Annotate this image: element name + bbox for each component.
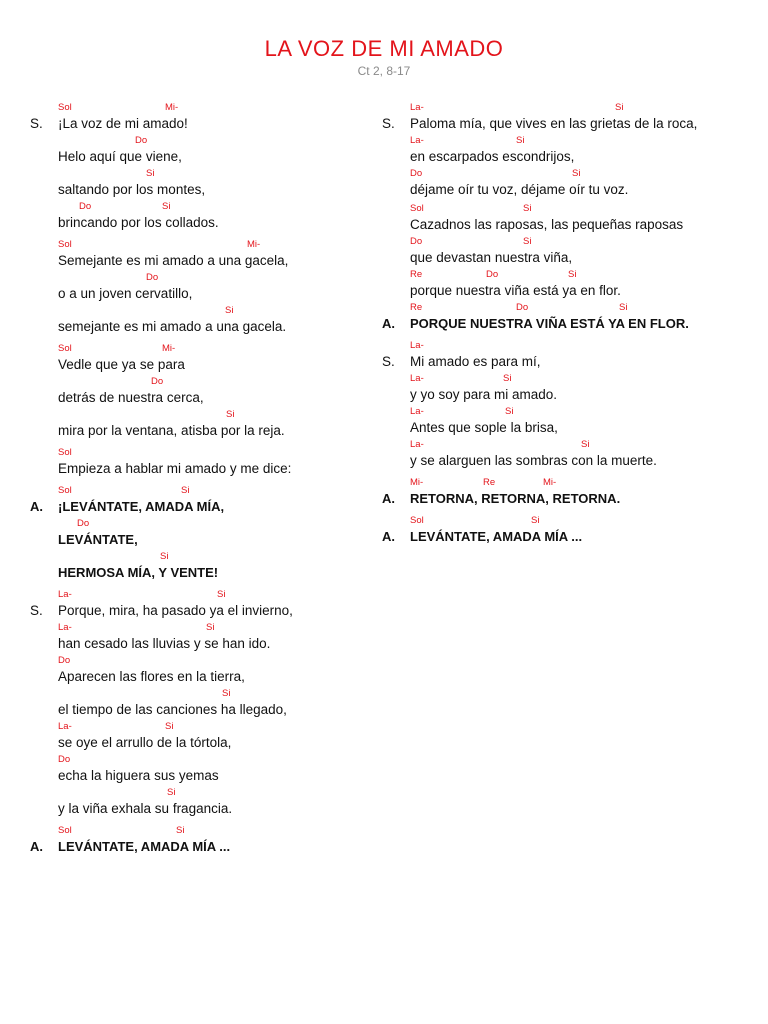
verse-line	[30, 343, 360, 374]
chord-row	[382, 135, 752, 148]
lyric-text: saltando por los montes,	[58, 182, 206, 197]
lyric-line	[30, 734, 360, 752]
lyric-text: se oye el arrullo de la tórtola,	[58, 735, 232, 750]
chord-row	[30, 787, 360, 800]
voice-marker: A.	[382, 529, 395, 544]
lyric-text: Paloma mía, que vives en las grietas de la roca,	[410, 116, 698, 131]
chord-label: Sol	[410, 203, 424, 214]
chord-row	[30, 409, 360, 422]
lyric-line	[382, 419, 752, 437]
lyric-text: LEVÁNTATE, AMADA MÍA ...	[58, 839, 231, 854]
chord-row	[30, 551, 360, 564]
lyric-line	[30, 285, 360, 303]
chord-row	[382, 340, 752, 353]
chord-row	[30, 239, 360, 252]
lyric-text: Helo aquí que viene,	[58, 149, 182, 164]
chord-row	[30, 376, 360, 389]
lyric-line	[30, 701, 360, 719]
lyric-line	[382, 181, 752, 199]
chord-label: Si	[619, 302, 628, 313]
chord-label: La-	[410, 439, 424, 450]
lyric-text: Cazadnos las raposas, las pequeñas raposas	[410, 217, 684, 232]
lyric-text: PORQUE NUESTRA VIÑA ESTÁ YA EN FLOR.	[410, 316, 689, 331]
chord-label: Do	[58, 655, 71, 666]
verse-line	[382, 439, 752, 470]
chord-label: La-	[58, 589, 72, 600]
verse-line	[30, 135, 360, 166]
lyric-text: detrás de nuestra cerca,	[58, 390, 204, 405]
chord-label: Re	[483, 477, 496, 488]
chord-label: Si	[503, 373, 512, 384]
lyric-text: o a un joven cervatillo,	[58, 286, 193, 301]
lyric-line	[382, 386, 752, 404]
chord-label: Do	[516, 302, 529, 313]
voice-marker: A.	[382, 316, 395, 331]
chord-label: La-	[410, 135, 424, 146]
verse-line	[30, 518, 360, 549]
scripture-reference: Ct 2, 8-17	[357, 64, 411, 78]
chord-row	[382, 406, 752, 419]
lyric-line	[382, 353, 752, 371]
right-column	[382, 102, 752, 546]
chord-label: Mi-	[247, 239, 261, 250]
voice-marker: A.	[30, 839, 43, 854]
lyric-text: Semejante es mi amado a una gacela,	[58, 253, 289, 268]
left-column	[30, 102, 360, 856]
chord-label: Si	[523, 203, 532, 214]
verse-line	[382, 340, 752, 371]
chord-row	[382, 373, 752, 386]
lyric-text: el tiempo de las canciones ha llegado,	[58, 702, 287, 717]
verse-line	[382, 102, 752, 133]
lyric-text: LEVÁNTATE,	[58, 532, 138, 547]
lyric-line	[30, 318, 360, 336]
chord-label: La-	[58, 721, 72, 732]
chord-label: Si	[162, 201, 171, 212]
verse-line	[30, 622, 360, 653]
chord-label: Do	[58, 754, 71, 765]
lyric-line	[30, 635, 360, 653]
chord-label: Do	[135, 135, 148, 146]
lyric-text: brincando por los collados.	[58, 215, 219, 230]
chord-row	[30, 102, 360, 115]
lyric-text: y yo soy para mi amado.	[410, 387, 558, 402]
verse-line	[30, 825, 360, 856]
chord-row	[382, 269, 752, 282]
chord-label: Si	[523, 236, 532, 247]
voice-marker: S.	[30, 603, 43, 618]
chord-label: Do	[77, 518, 90, 529]
chord-label: Sol	[410, 515, 424, 526]
chord-label: Sol	[58, 447, 72, 458]
lyric-line	[382, 115, 752, 133]
chord-label: Si	[568, 269, 577, 280]
lyric-text: y la viña exhala su fragancia.	[58, 801, 233, 816]
lyric-line	[30, 252, 360, 270]
chord-label: Mi-	[410, 477, 424, 488]
chord-row	[30, 721, 360, 734]
lyric-text: han cesado las lluvias y se han ido.	[58, 636, 271, 651]
verse-line	[382, 135, 752, 166]
lyric-line	[382, 249, 752, 267]
verse-line	[30, 409, 360, 440]
lyric-text: Porque, mira, ha pasado ya el invierno,	[58, 603, 293, 618]
chord-label: La-	[410, 373, 424, 384]
chord-label: Si	[217, 589, 226, 600]
verse-line	[30, 787, 360, 818]
chord-row	[30, 447, 360, 460]
chord-label: Si	[505, 406, 514, 417]
lyric-line	[30, 148, 360, 166]
verse-line	[30, 272, 360, 303]
chord-label: Si	[206, 622, 215, 633]
chord-label: Do	[151, 376, 164, 387]
chord-row	[382, 236, 752, 249]
chord-row	[30, 272, 360, 285]
song-title: LA VOZ DE MI AMADO	[264, 36, 504, 61]
voice-marker: S.	[382, 116, 395, 131]
chord-label: Sol	[58, 485, 72, 496]
chord-label: Si	[572, 168, 581, 179]
lyric-line	[30, 214, 360, 232]
chord-label: Si	[516, 135, 525, 146]
chord-label: Do	[486, 269, 499, 280]
lyric-text: déjame oír tu voz, déjame oír tu voz.	[410, 182, 629, 197]
verse-line	[30, 589, 360, 620]
lyric-text: y se alarguen las sombras con la muerte.	[410, 453, 657, 468]
chorus-lyric	[30, 531, 360, 549]
chord-label: Si	[615, 102, 624, 113]
chord-label: La-	[410, 406, 424, 417]
chord-label: Mi-	[165, 102, 179, 113]
chord-row	[382, 477, 752, 490]
lyric-text: que devastan nuestra viña,	[410, 250, 573, 265]
chord-label: Si	[176, 825, 185, 836]
chord-row	[30, 655, 360, 668]
chord-label: Do	[410, 236, 423, 247]
voice-marker: A.	[382, 491, 395, 506]
voice-marker: S.	[382, 354, 395, 369]
chord-label: Si	[531, 515, 540, 526]
verse-line	[30, 754, 360, 785]
chord-row	[30, 754, 360, 767]
chord-label: Si	[160, 551, 169, 562]
chord-label: Sol	[58, 239, 72, 250]
verse-line	[30, 447, 360, 478]
chord-label: Re	[410, 269, 423, 280]
lyric-line	[382, 452, 752, 470]
verse-line	[30, 201, 360, 232]
verse-line	[30, 551, 360, 582]
chorus-lyric	[382, 490, 752, 508]
chord-label: Si	[225, 305, 234, 316]
chord-row	[30, 589, 360, 602]
chord-row	[30, 135, 360, 148]
chorus-lyric	[30, 498, 360, 516]
chord-label: La-	[58, 622, 72, 633]
voice-marker: S.	[30, 116, 43, 131]
lyric-text: semejante es mi amado a una gacela.	[58, 319, 287, 334]
chord-label: Si	[222, 688, 231, 699]
verse-line	[382, 373, 752, 404]
chord-label: La-	[410, 340, 424, 351]
verse-line	[30, 239, 360, 270]
verse-line	[30, 168, 360, 199]
lyric-text: echa la higuera sus yemas	[58, 768, 219, 783]
lyric-text: Antes que sople la brisa,	[410, 420, 558, 435]
lyric-line	[30, 181, 360, 199]
verse-line	[382, 406, 752, 437]
lyric-text: HERMOSA MÍA, Y VENTE!	[58, 565, 219, 580]
chord-label: Si	[226, 409, 235, 420]
verse-line	[30, 102, 360, 133]
chord-label: Sol	[58, 102, 72, 113]
verse-line	[382, 515, 752, 546]
chord-row	[382, 439, 752, 452]
chorus-lyric	[382, 315, 752, 333]
verse-line	[382, 302, 752, 333]
lyric-text: Empieza a hablar mi amado y me dice:	[58, 461, 292, 476]
lyric-line	[382, 148, 752, 166]
chord-row	[30, 485, 360, 498]
chord-label: Si	[581, 439, 590, 450]
lyric-text: Mi amado es para mí,	[410, 354, 541, 369]
chord-label: Sol	[58, 343, 72, 354]
chord-row	[30, 305, 360, 318]
verse-line	[30, 721, 360, 752]
chord-row	[30, 825, 360, 838]
chord-row	[382, 102, 752, 115]
chord-label: Si	[165, 721, 174, 732]
chord-row	[30, 622, 360, 635]
lyric-text: ¡LEVÁNTATE, AMADA MÍA,	[58, 499, 225, 514]
verse-line	[382, 203, 752, 234]
chord-label: Si	[167, 787, 176, 798]
verse-line	[30, 376, 360, 407]
verse-line	[382, 236, 752, 267]
chord-row	[30, 168, 360, 181]
lyric-line	[30, 422, 360, 440]
lyric-line	[382, 282, 752, 300]
lyric-text: LEVÁNTATE, AMADA MÍA ...	[410, 529, 583, 544]
chord-row	[30, 688, 360, 701]
chord-row	[30, 343, 360, 356]
chorus-lyric	[30, 838, 360, 856]
lyric-line	[30, 460, 360, 478]
verse-line	[382, 168, 752, 199]
lyric-line	[30, 389, 360, 407]
lyric-line	[30, 115, 360, 133]
chord-label: Mi-	[162, 343, 176, 354]
chord-label: La-	[410, 102, 424, 113]
lyric-text: ¡La voz de mi amado!	[58, 116, 188, 131]
lyric-text: Vedle que ya se para	[58, 357, 185, 372]
lyric-line	[30, 356, 360, 374]
chord-row	[30, 518, 360, 531]
chord-label: Si	[181, 485, 190, 496]
verse-line	[30, 485, 360, 516]
chord-row	[382, 302, 752, 315]
lyric-text: en escarpados escondrijos,	[410, 149, 575, 164]
chord-label: Re	[410, 302, 423, 313]
verse-line	[30, 655, 360, 686]
lyric-text: mira por la ventana, atisba por la reja.	[58, 423, 285, 438]
chord-label: Do	[410, 168, 423, 179]
chord-row	[382, 515, 752, 528]
chord-label: Do	[146, 272, 159, 283]
chord-label: Sol	[58, 825, 72, 836]
voice-marker: A.	[30, 499, 43, 514]
verse-line	[382, 477, 752, 508]
lyric-line	[382, 216, 752, 234]
chord-label: Mi-	[543, 477, 557, 488]
lyric-line	[30, 668, 360, 686]
chorus-lyric	[30, 564, 360, 582]
chord-row	[382, 168, 752, 181]
lyric-text: porque nuestra viña está ya en flor.	[410, 283, 621, 298]
lyric-line	[30, 800, 360, 818]
lyric-text: RETORNA, RETORNA, RETORNA.	[410, 491, 621, 506]
chord-label: Si	[146, 168, 155, 179]
lyric-line	[30, 602, 360, 620]
lyric-line	[30, 767, 360, 785]
chorus-lyric	[382, 528, 752, 546]
verse-line	[382, 269, 752, 300]
lyric-text: Aparecen las flores en la tierra,	[58, 669, 245, 684]
chord-label: Do	[79, 201, 92, 212]
verse-line	[30, 305, 360, 336]
verse-line	[30, 688, 360, 719]
chord-row	[30, 201, 360, 214]
chord-row	[382, 203, 752, 216]
